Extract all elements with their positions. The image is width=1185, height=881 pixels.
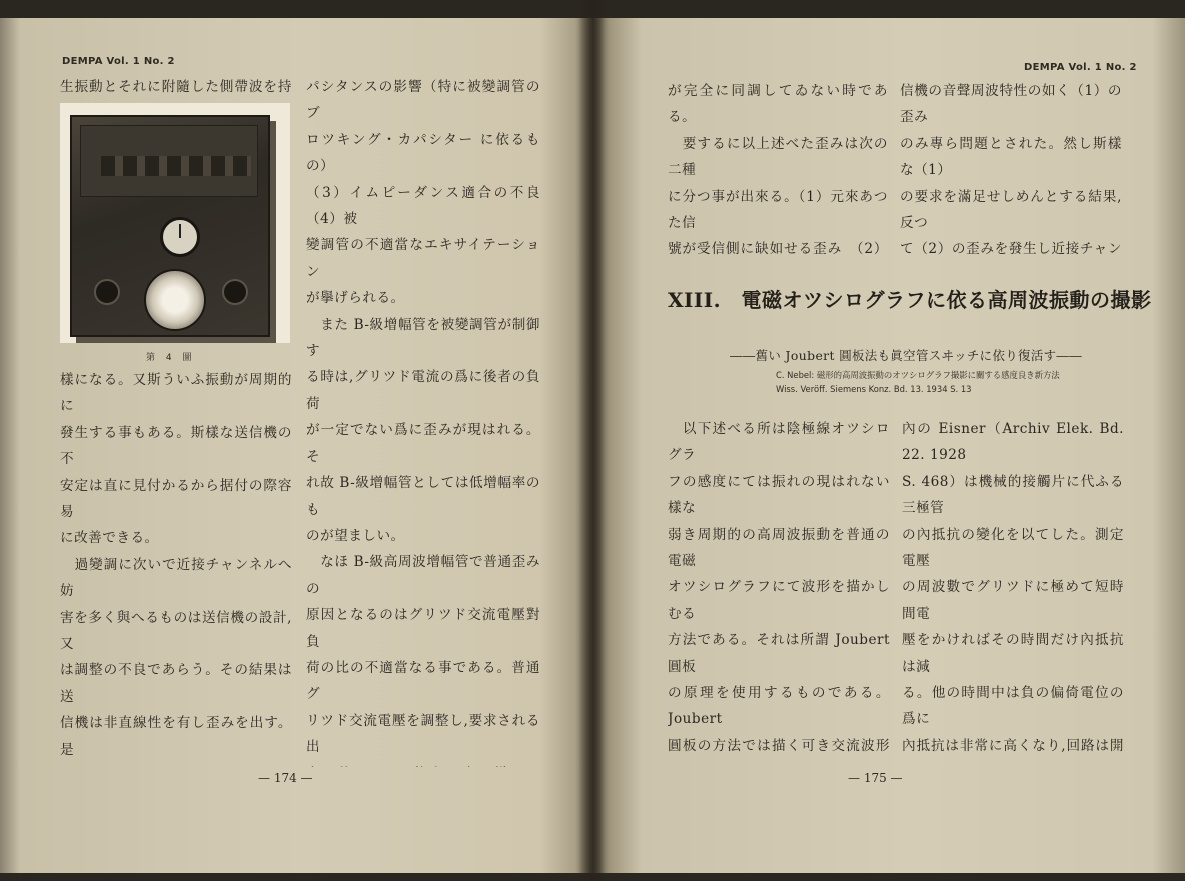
meter-dial-icon [160,217,200,257]
left-column1-bottom: 樣になる。又斯ういふ振動が周期的に 發生する事もある。斯樣な送信機の不 安定は直に見付かるから据付の際容易 に改善できる。 過變調に次いで近接チャンネルへ妨 害を多く與へるものは送信機の設計,又 は調整の不良であらう。その結果は送 信機は非直線性を有し歪みを出す。是 [60,372,292,758]
cabinet-lid [80,125,258,197]
radio-transmitter-photo-icon [70,115,270,337]
right-column2-top: 信機の音聲周波特性の如く（1）の歪み のみ專ら問題とされた。然し斯樣な（1） の要求を滿足せしめんとする結果,反つ て（2）の歪みを發生し近接チャン [900,83,1122,258]
tuning-dial-icon [144,269,206,331]
right-column2-bottom: 內の Eisner（Archiv Elek. Bd. 22. 1928 S. 468）は機械的接觸片に代ふる三極管 の內抵抗の變化を以てした。測定電壓 の周波數でグリツドに極めて短時間電 壓をかければその時間だけ內抵抗は減 る。他の時間中は負の偏倚電位の爲に 內抵抗は非常に高くなり,回路は開 [902,421,1124,754]
vent-grille [101,156,251,176]
left-running-head: DEMPA Vol. 1 No. 2 [62,56,175,67]
right-column1-top: が完全に同調してゐない時である。 要するに以上述べた歪みは次の二種 に分つ事が出來る。（1）元來あつた信 號が受信側に缺如せる歪み （2） [668,83,888,258]
right-running-head: DEMPA Vol. 1 No. 2 [1024,62,1137,73]
article-subtitle: ――舊い Joubert 圓板法も眞空管スヰッチに依り復活す―― [730,348,1082,363]
knob-icon [222,279,248,305]
article-title: XIII. 電磁オツシログラフに依る高周波振動の撮影 [668,288,1152,312]
left-column1-top: 生振動とそれに附隨した側帶波を持 [60,79,292,95]
right-folio: — 175 — [848,771,903,785]
left-column2: パシタンスの影響（特に被變調管のブ ロツキング・カパシター に依るもの） （3）イムピーダンス適合の不良（4）被 變調管の不適當なエキサイテーション が擧げられる。 また B-級增幅管を被變調管が制御す る時は,グリツド電流の爲に後者の負荷 が一定でない爲に歪みが現はれる。そ れ故 B-級增幅管としては低增幅率のも のが望ましい。 なほ B-級高周波增幅管で普通歪みの 原因となるのはグリツド交流電壓對負 荷の比の不適當なる事である。普通グ リツド交流電壓を調整し,要求される出 [306,79,540,756]
book-gutter [578,0,606,881]
article-citation: C. Nebel: 磁形的高周波振動のオツシログラフ撮影に關する感度良き新方法 Wiss. Veröff. Siemens Konz. Bd. 13. 1934 S. 13 [776,370,1060,394]
right-column1-bottom: 以下述べる所は陰極線オツシログラ フの感度にては振れの現はれない樣な 弱き周期的の高周波振動を普通の電磁 オツシログラフにて波形を描かしむる 方法である。それは所謂 Joubert 圓板 の原理を使用するものである。Joubert 圓板の方法では描く可き交流波形 [668,421,890,754]
knob-icon [94,279,120,305]
left-folio: — 174 — [258,771,313,785]
article-title-block [668,284,1152,313]
figure-4-photo [60,103,290,343]
figure-caption: 第 4 圖 [146,353,196,363]
